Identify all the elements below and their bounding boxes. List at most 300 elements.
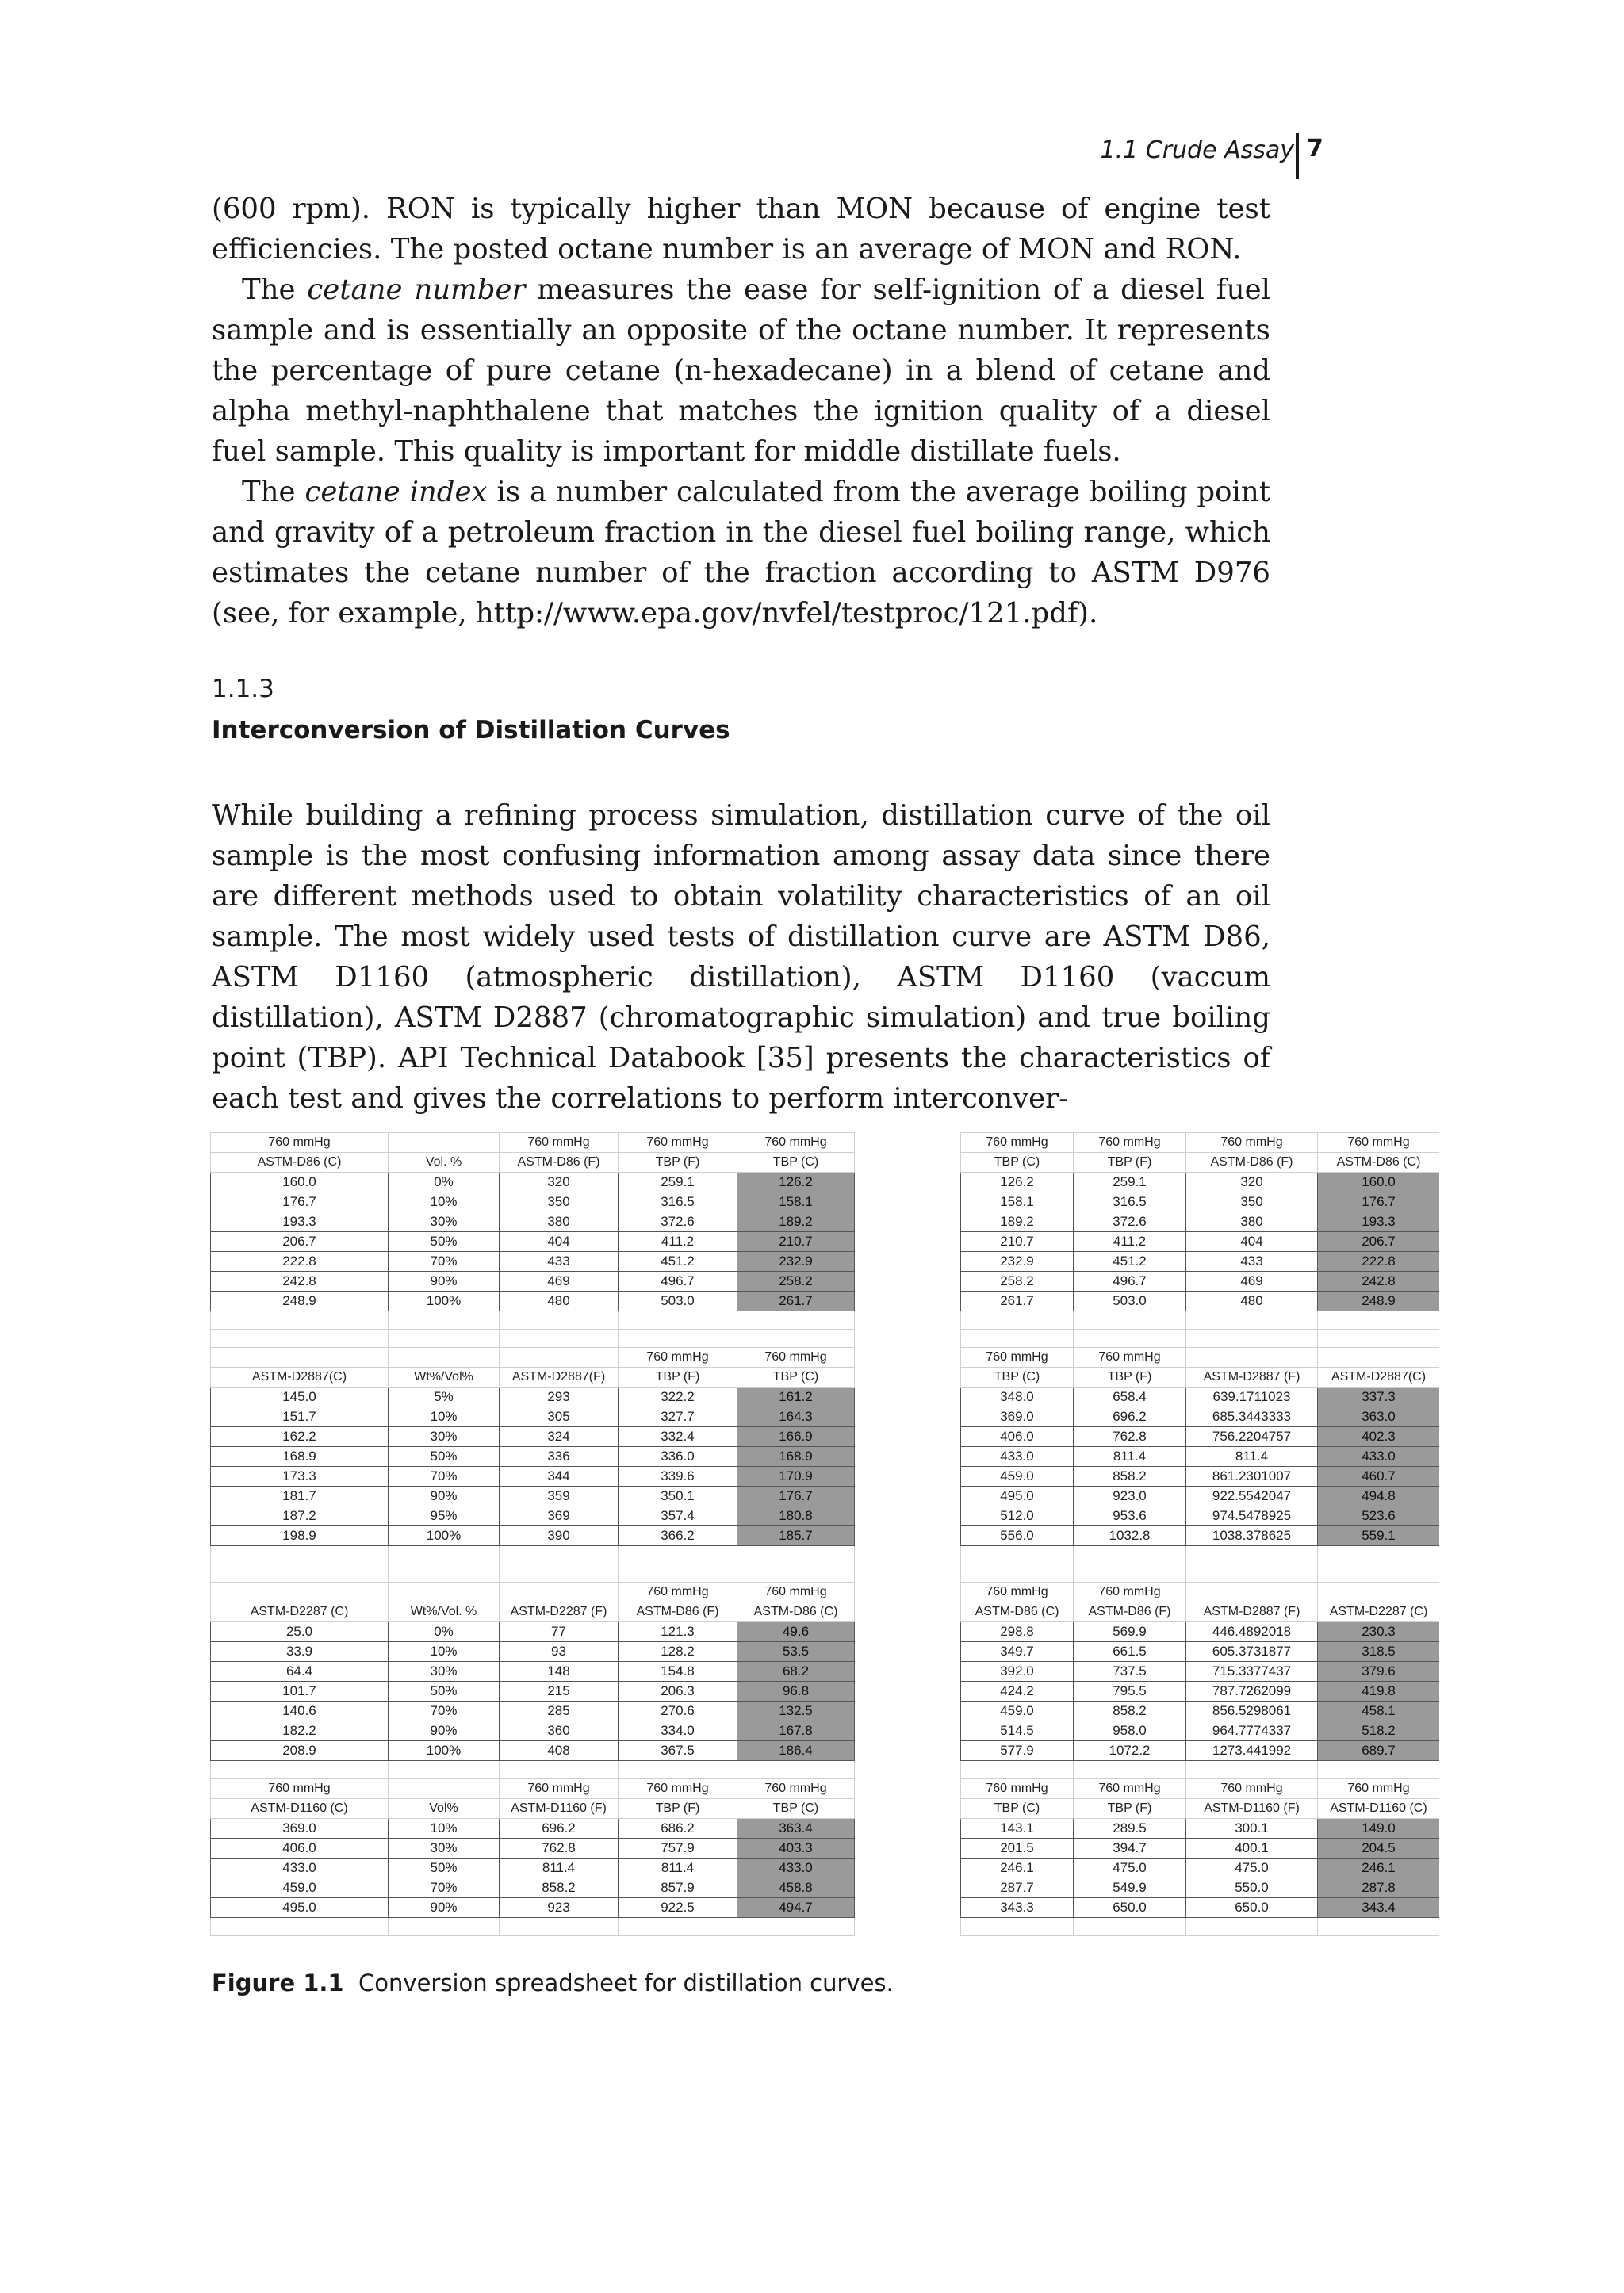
sheet-blank-row	[961, 1564, 1440, 1583]
sheet-cell: 180.8	[737, 1506, 855, 1526]
sheet-cell: 90%	[389, 1898, 500, 1918]
sheet-cell: 168.9	[737, 1447, 855, 1467]
sheet-cell: 459.0	[211, 1878, 389, 1898]
sheet-cell: 215	[500, 1682, 619, 1702]
sheet-cell: 160.0	[211, 1173, 389, 1192]
sheet-cell: 167.8	[737, 1721, 855, 1741]
sheet-cell: 419.8	[1318, 1682, 1440, 1702]
sheet-header-row	[961, 1153, 1440, 1173]
sheet-data-row	[211, 1487, 855, 1506]
sheet-data-row	[211, 1702, 855, 1721]
sheet-cell: 475.0	[1074, 1859, 1186, 1878]
sheet-cell: 166.9	[737, 1427, 855, 1447]
sheet-blank-row	[961, 1330, 1440, 1348]
sheet-cell: 379.6	[1318, 1662, 1440, 1682]
sheet-blank-row	[211, 1330, 855, 1348]
sheet-data-row	[961, 1212, 1440, 1232]
sheet-cell: 369.0	[211, 1819, 389, 1839]
sheet-data-row	[211, 1252, 855, 1272]
sheet-data-row	[961, 1192, 1440, 1212]
sheet-data-row	[211, 1192, 855, 1212]
sheet-data-row	[961, 1232, 1440, 1252]
sheet-header-cell: 760 mmHg	[1074, 1348, 1186, 1368]
sheet-cell: 433.0	[737, 1859, 855, 1878]
sheet-cell: 126.2	[737, 1173, 855, 1192]
sheet-cell: 132.5	[737, 1702, 855, 1721]
sheet-cell: 424.2	[961, 1682, 1074, 1702]
sheet-cell: 406.0	[961, 1427, 1074, 1447]
sheet-cell: 380	[1186, 1212, 1318, 1232]
sheet-cell: 324	[500, 1427, 619, 1447]
sheet-header-cell: 760 mmHg	[737, 1779, 855, 1799]
paragraph-cetane-index	[212, 472, 1270, 634]
sheet-cell: 402.3	[1318, 1427, 1440, 1447]
sheet-cell: 359	[500, 1487, 619, 1506]
sheet-header-cell: 760 mmHg	[961, 1779, 1074, 1799]
sheet-cell: 327.7	[619, 1407, 737, 1427]
sheet-header-cell: ASTM-D2287 (C)	[1318, 1602, 1440, 1622]
sheet-cell: 696.2	[1074, 1407, 1186, 1427]
sheet-cell: 261.7	[737, 1292, 855, 1311]
sheet-cell: 287.8	[1318, 1878, 1440, 1898]
sheet-header-cell: ASTM-D86 (F)	[1186, 1153, 1318, 1173]
sheet-cell: 480	[1186, 1292, 1318, 1311]
sheet-cell: 230.3	[1318, 1622, 1440, 1642]
sheet-header-cell: 760 mmHg	[500, 1133, 619, 1153]
sheet-header-cell: 760 mmHg	[1318, 1133, 1440, 1153]
sheet-cell: 390	[500, 1526, 619, 1546]
sheet-cell: 242.8	[1318, 1272, 1440, 1292]
sheet-data-row	[961, 1487, 1440, 1506]
sheet-cell: 206.7	[1318, 1232, 1440, 1252]
sheet-cell: 164.3	[737, 1407, 855, 1427]
sheet-cell: 30%	[389, 1839, 500, 1859]
sheet-header-cell: TBP (F)	[619, 1153, 737, 1173]
figure-caption-text: Conversion spreadsheet for distillation curves.	[358, 1970, 894, 1996]
sheet-header-cell	[211, 1583, 389, 1602]
sheet-data-row	[961, 1878, 1440, 1898]
sheet-cell: 411.2	[619, 1232, 737, 1252]
sheet-cell: 357.4	[619, 1506, 737, 1526]
sheet-cell: 348.0	[961, 1388, 1074, 1407]
sheet-cell: 380	[500, 1212, 619, 1232]
sheet-cell: 360	[500, 1721, 619, 1741]
sheet-cell: 322.2	[619, 1388, 737, 1407]
sheet-cell: 856.5298061	[1186, 1702, 1318, 1721]
sheet-cell: 403.3	[737, 1839, 855, 1859]
sheet-cell: 176.7	[211, 1192, 389, 1212]
sheet-blank-row	[961, 1546, 1440, 1564]
sheet-cell: 143.1	[961, 1819, 1074, 1839]
sheet-cell: 53.5	[737, 1642, 855, 1662]
sheet-cell: 650.0	[1186, 1898, 1318, 1918]
sheet-header-row	[961, 1368, 1440, 1388]
sheet-cell: 193.3	[211, 1212, 389, 1232]
sheet-data-row	[961, 1252, 1440, 1272]
sheet-header-cell: 760 mmHg	[619, 1583, 737, 1602]
sheet-cell: 158.1	[961, 1192, 1074, 1212]
sheet-cell: 176.7	[1318, 1192, 1440, 1212]
sheet-cell: 495.0	[961, 1487, 1074, 1506]
sheet-data-row	[211, 1526, 855, 1546]
sheet-cell: 795.5	[1074, 1682, 1186, 1702]
sheet-cell: 685.3443333	[1186, 1407, 1318, 1427]
sheet-cell: 811.4	[500, 1859, 619, 1878]
sheet-header-row	[961, 1602, 1440, 1622]
sheet-header-cell: 760 mmHg	[737, 1583, 855, 1602]
sheet-cell: 232.9	[737, 1252, 855, 1272]
sheet-header-cell	[1186, 1583, 1318, 1602]
sheet-header-row	[961, 1348, 1440, 1368]
section-number: 1.1.3	[212, 675, 274, 703]
running-header	[1031, 133, 1396, 178]
sheet-cell: 259.1	[1074, 1173, 1186, 1192]
sheet-blank-row	[211, 1564, 855, 1583]
sheet-cell: 95%	[389, 1506, 500, 1526]
sheet-header-cell: 760 mmHg	[961, 1348, 1074, 1368]
sheet-cell: 433.0	[961, 1447, 1074, 1467]
sheet-cell: 259.1	[619, 1173, 737, 1192]
sheet-data-row	[211, 1212, 855, 1232]
sheet-cell: 170.9	[737, 1467, 855, 1487]
sheet-data-row	[961, 1642, 1440, 1662]
sheet-header-cell: ASTM-D1160 (C)	[1318, 1799, 1440, 1819]
sheet-header-cell	[1318, 1583, 1440, 1602]
sheet-cell: 523.6	[1318, 1506, 1440, 1526]
sheet-cell: 350	[500, 1192, 619, 1212]
sheet-cell: 343.4	[1318, 1898, 1440, 1918]
sheet-cell: 300.1	[1186, 1819, 1318, 1839]
sheet-cell: 206.7	[211, 1232, 389, 1252]
sheet-data-row	[211, 1506, 855, 1526]
sheet-data-row	[961, 1682, 1440, 1702]
sheet-data-row	[961, 1662, 1440, 1682]
sheet-cell: 49.6	[737, 1622, 855, 1642]
figure-label: Figure 1.1	[212, 1970, 344, 1996]
sheet-header-cell: TBP (C)	[961, 1368, 1074, 1388]
sheet-header-row	[211, 1133, 855, 1153]
sheet-cell: 258.2	[961, 1272, 1074, 1292]
sheet-data-row	[961, 1839, 1440, 1859]
sheet-data-row	[211, 1173, 855, 1192]
sheet-data-row	[211, 1878, 855, 1898]
sheet-cell: 189.2	[961, 1212, 1074, 1232]
sheet-cell: 480	[500, 1292, 619, 1311]
sheet-cell: 400.1	[1186, 1839, 1318, 1859]
sheet-header-cell: 760 mmHg	[500, 1779, 619, 1799]
sheet-cell: 757.9	[619, 1839, 737, 1859]
sheet-cell: 210.7	[737, 1232, 855, 1252]
sheet-cell: 160.0	[1318, 1173, 1440, 1192]
p3-intro: The	[242, 476, 305, 508]
sheet-cell: 404	[500, 1232, 619, 1252]
sheet-cell: 923.0	[1074, 1487, 1186, 1506]
sheet-cell: 316.5	[1074, 1192, 1186, 1212]
sheet-cell: 460.7	[1318, 1467, 1440, 1487]
body-text-top	[212, 189, 1270, 634]
sheet-cell: 369.0	[961, 1407, 1074, 1427]
sheet-cell: 787.7262099	[1186, 1682, 1318, 1702]
sheet-data-row	[211, 1467, 855, 1487]
sheet-cell: 30%	[389, 1212, 500, 1232]
sheet-data-row	[961, 1741, 1440, 1761]
sheet-data-row	[211, 1721, 855, 1741]
sheet-header-cell: ASTM-D2887(F)	[500, 1368, 619, 1388]
sheet-cell: 689.7	[1318, 1741, 1440, 1761]
sheet-data-row	[961, 1702, 1440, 1721]
term-cetane-number: cetane number	[307, 274, 526, 306]
sheet-blank-row	[211, 1311, 855, 1330]
sheet-cell: 50%	[389, 1859, 500, 1878]
sheet-blank-row	[211, 1761, 855, 1779]
sheet-header-cell: ASTM-D1160 (C)	[211, 1799, 389, 1819]
sheet-cell: 858.2	[1074, 1702, 1186, 1721]
sheet-header-cell: ASTM-D86 (C)	[1318, 1153, 1440, 1173]
sheet-header-cell: Wt%/Vol%	[389, 1368, 500, 1388]
sheet-cell: 173.3	[211, 1467, 389, 1487]
sheet-cell: 494.8	[1318, 1487, 1440, 1506]
sheet-header-row	[211, 1779, 855, 1799]
sheet-data-row	[961, 1427, 1440, 1447]
sheet-blank-row	[211, 1918, 855, 1936]
sheet-data-row	[211, 1859, 855, 1878]
conversion-spreadsheet-figure	[210, 1132, 1439, 1936]
sheet-cell: 287.7	[961, 1878, 1074, 1898]
sheet-header-cell: ASTM-D86 (F)	[1074, 1602, 1186, 1622]
sheet-cell: 162.2	[211, 1427, 389, 1447]
sheet-cell: 363.4	[737, 1819, 855, 1839]
running-header-section: 1.1 Crude Assay	[1100, 136, 1294, 164]
sheet-cell: 372.6	[1074, 1212, 1186, 1232]
sheet-cell: 293	[500, 1388, 619, 1407]
sheet-cell: 0%	[389, 1622, 500, 1642]
sheet-cell: 550.0	[1186, 1878, 1318, 1898]
sheet-header-cell: TBP (C)	[737, 1153, 855, 1173]
sheet-cell: 958.0	[1074, 1721, 1186, 1741]
sheet-cell: 696.2	[500, 1819, 619, 1839]
sheet-data-row	[211, 1232, 855, 1252]
sheet-header-cell: TBP (F)	[1074, 1799, 1186, 1819]
sheet-cell: 158.1	[737, 1192, 855, 1212]
sheet-header-cell: TBP (C)	[737, 1799, 855, 1819]
p2-intro: The	[242, 274, 308, 306]
sheet-blank-row	[961, 1918, 1440, 1936]
header-divider	[1296, 133, 1299, 179]
sheet-cell: 1032.8	[1074, 1526, 1186, 1546]
sheet-data-row	[211, 1407, 855, 1427]
sheet-header-cell: 760 mmHg	[1074, 1583, 1186, 1602]
sheet-cell: 77	[500, 1622, 619, 1642]
sheet-data-row	[961, 1526, 1440, 1546]
sheet-cell: 762.8	[500, 1839, 619, 1859]
sheet-header-cell	[1318, 1348, 1440, 1368]
sheet-header-cell: ASTM-D2887(C)	[1318, 1368, 1440, 1388]
sheet-header-cell: ASTM-D86 (C)	[737, 1602, 855, 1622]
body-text-interconversion	[212, 795, 1270, 1119]
sheet-data-row	[211, 1662, 855, 1682]
sheet-header-cell: ASTM-D2287 (C)	[211, 1602, 389, 1622]
sheet-cell: 10%	[389, 1192, 500, 1212]
sheet-cell: 189.2	[737, 1212, 855, 1232]
sheet-cell: 1072.2	[1074, 1741, 1186, 1761]
sheet-header-cell: 760 mmHg	[961, 1583, 1074, 1602]
sheet-cell: 811.4	[1186, 1447, 1318, 1467]
sheet-header-cell	[500, 1348, 619, 1368]
sheet-header-cell: ASTM-D86 (C)	[961, 1602, 1074, 1622]
sheet-cell: 161.2	[737, 1388, 855, 1407]
sheet-cell: 408	[500, 1741, 619, 1761]
sheet-cell: 451.2	[1074, 1252, 1186, 1272]
sheet-cell: 494.7	[737, 1898, 855, 1918]
sheet-header-cell: 760 mmHg	[1318, 1779, 1440, 1799]
sheet-cell: 64.4	[211, 1662, 389, 1682]
sheet-cell: 503.0	[1074, 1292, 1186, 1311]
sheet-cell: 512.0	[961, 1506, 1074, 1526]
sheet-data-row	[211, 1292, 855, 1311]
sheet-cell: 559.1	[1318, 1526, 1440, 1546]
sheet-cell: 496.7	[619, 1272, 737, 1292]
sheet-cell: 101.7	[211, 1682, 389, 1702]
sheet-cell: 953.6	[1074, 1506, 1186, 1526]
sheet-cell: 10%	[389, 1819, 500, 1839]
sheet-cell: 201.5	[961, 1839, 1074, 1859]
sheet-cell: 650.0	[1074, 1898, 1186, 1918]
sheet-cell: 922.5542047	[1186, 1487, 1318, 1506]
sheet-header-cell: ASTM-D1160 (F)	[1186, 1799, 1318, 1819]
sheet-data-row	[211, 1622, 855, 1642]
sheet-cell: 198.9	[211, 1526, 389, 1546]
sheet-cell: 459.0	[961, 1467, 1074, 1487]
sheet-header-cell: TBP (C)	[961, 1799, 1074, 1819]
sheet-cell: 10%	[389, 1642, 500, 1662]
sheet-header-cell: 760 mmHg	[737, 1133, 855, 1153]
sheet-cell: 349.7	[961, 1642, 1074, 1662]
sheet-cell: 974.5478925	[1186, 1506, 1318, 1526]
sheet-cell: 185.7	[737, 1526, 855, 1546]
sheet-data-row	[211, 1642, 855, 1662]
sheet-data-row	[211, 1427, 855, 1447]
sheet-cell: 149.0	[1318, 1819, 1440, 1839]
sheet-data-row	[211, 1682, 855, 1702]
sheet-cell: 128.2	[619, 1642, 737, 1662]
sheet-header-cell	[1186, 1348, 1318, 1368]
sheet-cell: 336.0	[619, 1447, 737, 1467]
sheet-header-cell: TBP (C)	[961, 1153, 1074, 1173]
sheet-cell: 289.5	[1074, 1819, 1186, 1839]
sheet-cell: 686.2	[619, 1819, 737, 1839]
sheet-cell: 242.8	[211, 1272, 389, 1292]
sheet-cell: 50%	[389, 1232, 500, 1252]
sheet-cell: 68.2	[737, 1662, 855, 1682]
sheet-cell: 126.2	[961, 1173, 1074, 1192]
spreadsheet-right-table	[960, 1132, 1439, 1936]
sheet-cell: 316.5	[619, 1192, 737, 1212]
sheet-header-cell	[389, 1583, 500, 1602]
sheet-header-cell	[389, 1779, 500, 1799]
sheet-cell: 366.2	[619, 1526, 737, 1546]
sheet-cell: 222.8	[1318, 1252, 1440, 1272]
sheet-cell: 433	[1186, 1252, 1318, 1272]
sheet-cell: 762.8	[1074, 1427, 1186, 1447]
sheet-header-cell	[389, 1133, 500, 1153]
sheet-cell: 367.5	[619, 1741, 737, 1761]
sheet-cell: 176.7	[737, 1487, 855, 1506]
sheet-cell: 922.5	[619, 1898, 737, 1918]
sheet-data-row	[211, 1819, 855, 1839]
p2-rest: measures the ease for self-ignition of a diesel fuel sample and is essentially an opposite of the octane number. It represents the percentage of pure cetane (n-hexadecane) in a blend of cetane and alpha methyl-naphthalene that matches the ignition quality of a diesel fuel sample. This quality is important for middle distillate fuels.	[212, 274, 1270, 468]
sheet-cell: 50%	[389, 1682, 500, 1702]
sheet-header-cell	[389, 1348, 500, 1368]
sheet-cell: 70%	[389, 1702, 500, 1721]
sheet-cell: 344	[500, 1467, 619, 1487]
sheet-cell: 100%	[389, 1292, 500, 1311]
sheet-cell: 451.2	[619, 1252, 737, 1272]
sheet-cell: 404	[1186, 1232, 1318, 1252]
sheet-header-cell: TBP (F)	[619, 1799, 737, 1819]
sheet-data-row	[211, 1447, 855, 1467]
sheet-cell: 394.7	[1074, 1839, 1186, 1859]
sheet-cell: 458.1	[1318, 1702, 1440, 1721]
sheet-cell: 350.1	[619, 1487, 737, 1506]
sheet-cell: 232.9	[961, 1252, 1074, 1272]
sheet-header-cell: Wt%/Vol. %	[389, 1602, 500, 1622]
sheet-cell: 30%	[389, 1662, 500, 1682]
sheet-cell: 193.3	[1318, 1212, 1440, 1232]
sheet-header-cell: Vol. %	[389, 1153, 500, 1173]
sheet-cell: 90%	[389, 1721, 500, 1741]
paragraph-distillation: While building a refining process simulation, distillation curve of the oil sample is the most confusing information among assay data since there are different methods used to obtain volatility characteristics of an oil sample. The most widely used tests of distillation curve are ASTM D86, ASTM D1160 (atmospheric distillation), ASTM D1160 (vaccum distillation), ASTM D2887 (chromatographic simulation) and true boiling point (TBP). API Technical Databook [35] presents the characteristics of each test and gives the correlations to perform interconver-	[212, 799, 1270, 1115]
sheet-cell: 858.2	[500, 1878, 619, 1898]
sheet-header-row	[961, 1799, 1440, 1819]
sheet-header-cell: TBP (C)	[737, 1368, 855, 1388]
sheet-cell: 70%	[389, 1467, 500, 1487]
sheet-cell: 392.0	[961, 1662, 1074, 1682]
sheet-cell: 204.5	[1318, 1839, 1440, 1859]
sheet-cell: 406.0	[211, 1839, 389, 1859]
sheet-cell: 182.2	[211, 1721, 389, 1741]
sheet-header-cell: 760 mmHg	[211, 1133, 389, 1153]
sheet-header-row	[211, 1799, 855, 1819]
sheet-cell: 363.0	[1318, 1407, 1440, 1427]
sheet-cell: 248.9	[211, 1292, 389, 1311]
sheet-cell: 246.1	[961, 1859, 1074, 1878]
sheet-cell: 658.4	[1074, 1388, 1186, 1407]
sheet-cell: 210.7	[961, 1232, 1074, 1252]
sheet-cell: 433	[500, 1252, 619, 1272]
sheet-data-row	[961, 1388, 1440, 1407]
sheet-header-cell: TBP (F)	[1074, 1368, 1186, 1388]
sheet-cell: 93	[500, 1642, 619, 1662]
sheet-header-cell: ASTM-D2887(C)	[211, 1368, 389, 1388]
sheet-data-row	[961, 1292, 1440, 1311]
sheet-header-cell: TBP (F)	[619, 1368, 737, 1388]
sheet-cell: 336	[500, 1447, 619, 1467]
sheet-cell: 140.6	[211, 1702, 389, 1721]
sheet-cell: 33.9	[211, 1642, 389, 1662]
sheet-header-row	[211, 1583, 855, 1602]
sheet-cell: 458.8	[737, 1878, 855, 1898]
sheet-cell: 503.0	[619, 1292, 737, 1311]
sheet-cell: 923	[500, 1898, 619, 1918]
sheet-header-cell: ASTM-D1160 (F)	[500, 1799, 619, 1819]
sheet-header-cell: ASTM-D2287 (F)	[500, 1602, 619, 1622]
sheet-cell: 372.6	[619, 1212, 737, 1232]
sheet-data-row	[961, 1506, 1440, 1526]
sheet-blank-row	[961, 1311, 1440, 1330]
sheet-cell: 411.2	[1074, 1232, 1186, 1252]
sheet-header-cell: ASTM-D86 (F)	[500, 1153, 619, 1173]
sheet-cell: 605.3731877	[1186, 1642, 1318, 1662]
